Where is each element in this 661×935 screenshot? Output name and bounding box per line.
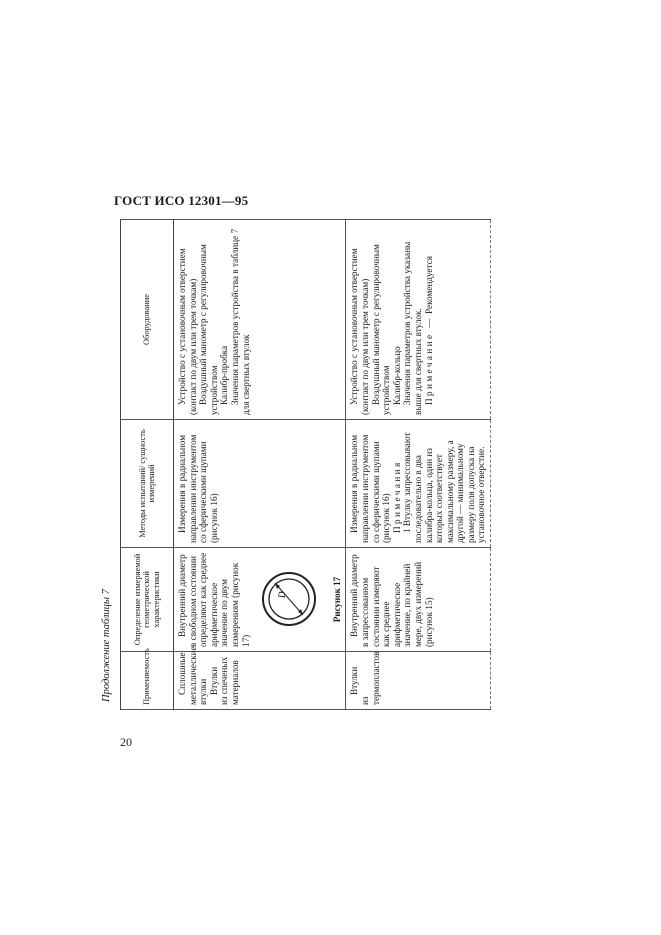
applicability-line: Сплошные металлические втулки bbox=[177, 646, 209, 705]
column-header-definition: Определение измеряемой геометрической характеристики bbox=[121, 548, 174, 652]
equipment-line: Устройство с установочным отверстием (контакт по двум или трем точкам) bbox=[349, 248, 370, 415]
figure-caption: Рисунок 17 bbox=[331, 576, 342, 623]
cell-method bbox=[174, 420, 346, 548]
equipment-line: Калибр-кольцо bbox=[391, 346, 402, 405]
equipment-note-title: Примечание — bbox=[423, 316, 434, 405]
table-row bbox=[174, 220, 346, 710]
definition-text: Внутренний диаметр в запрессованном состоянии измеряют как среднее арифметическое значение, по крайней мере, двух измерений (рисунок 15) bbox=[349, 554, 434, 647]
cell-equipment bbox=[346, 220, 491, 420]
equipment-line: Значения параметров устройства указаны выше для свертных втулок. bbox=[402, 241, 423, 415]
equipment-line: Воздушный манометр с регулировочным устройством bbox=[370, 244, 392, 415]
applicability-line: Втулки из спеченых материалов bbox=[208, 656, 240, 705]
column-header-method: Методы испытаний/ сущность измерений bbox=[121, 420, 174, 548]
equipment-line: Устройство с установочным отверстием (контакт по двум или трем точкам) bbox=[177, 248, 198, 415]
rotated-table-page bbox=[101, 220, 487, 710]
figure-17 bbox=[259, 552, 322, 647]
cell-definition bbox=[174, 548, 346, 652]
measurement-table bbox=[120, 219, 491, 710]
method-text: Измерения в радиальном направлении инструментом со сферическими щупами (рисунок 16) bbox=[177, 434, 219, 543]
ring-diameter-figure bbox=[259, 570, 319, 630]
equipment-line: Значения параметров устройства в таблице 7 для свертных втулок bbox=[229, 228, 251, 415]
cell-method bbox=[346, 420, 491, 548]
cell-applicability bbox=[346, 652, 491, 710]
table-caption: Продолжение таблицы 7 bbox=[101, 589, 112, 702]
method-note-title: Примечания bbox=[391, 460, 402, 533]
figure-diameter-label: D bbox=[277, 592, 288, 599]
column-header-applicability: Применяемость bbox=[121, 652, 174, 710]
equipment-note-text: Рекомендуется bbox=[423, 256, 434, 314]
page-number: 20 bbox=[120, 735, 132, 749]
table-header-row bbox=[121, 220, 174, 710]
cell-equipment bbox=[174, 220, 346, 420]
applicability-line: Втулки из термопластов bbox=[349, 651, 381, 705]
equipment-line: Калибр-пробка bbox=[219, 345, 230, 405]
equipment-note bbox=[424, 224, 435, 415]
cell-definition bbox=[346, 548, 491, 652]
document-header: ГОСТ ИСО 12301—95 bbox=[114, 193, 249, 208]
equipment-line: Воздушный манометр с регулировочным устройством bbox=[198, 244, 219, 415]
column-header-equipment: Оборудование bbox=[121, 220, 174, 420]
method-text: Измерения в радиальном направлении инструментом со сферическими щупами (рисунок 16) bbox=[349, 434, 392, 543]
cell-applicability bbox=[174, 646, 346, 710]
table-row bbox=[346, 220, 491, 710]
method-note-text: 1 Втулку запрессовывают последовательно в два калибра-кольца, один из которых соответствует максимальному размеру, а другой — минимальному размеру поля допуска на установочное отверстие. bbox=[402, 432, 487, 543]
definition-text: Внутренний диаметр в свободном состоянии определяют как среднее арифметическое значение по двум измерениям (рисунок 17) bbox=[177, 552, 251, 647]
